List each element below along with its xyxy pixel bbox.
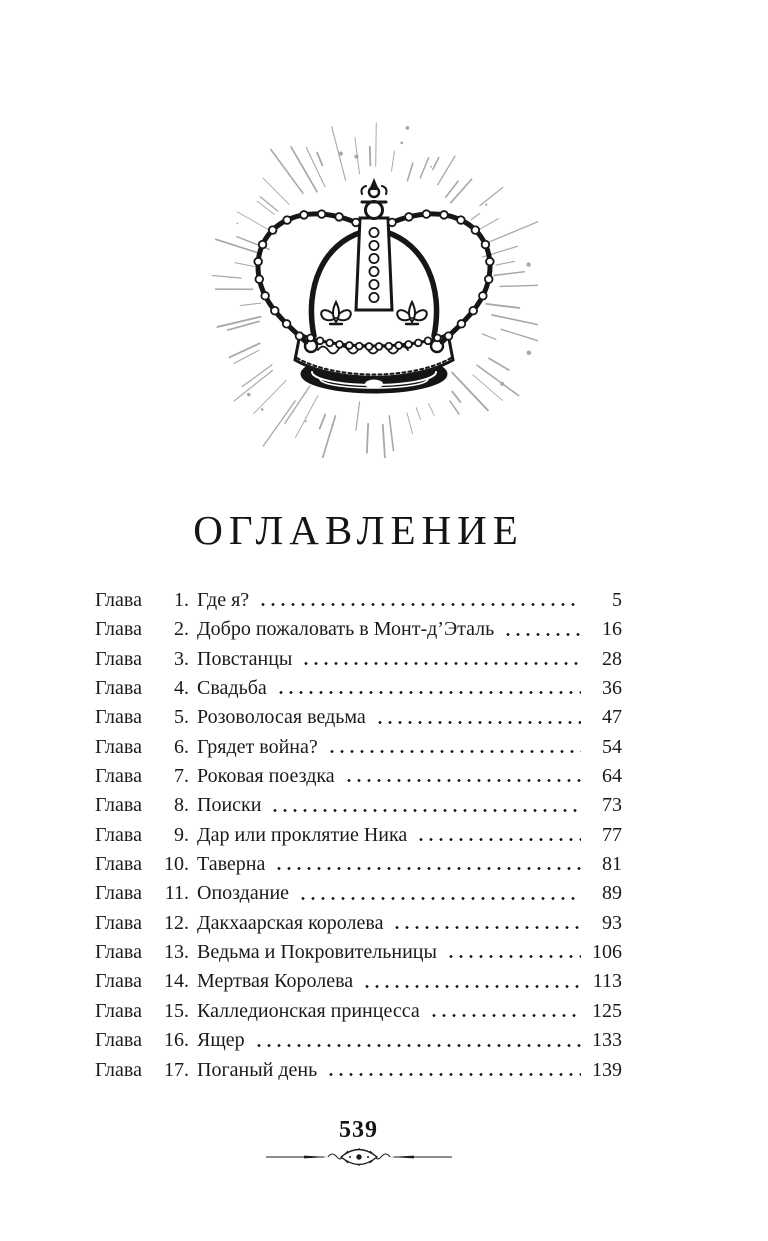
chapter-page-number: 113 bbox=[592, 970, 622, 993]
toc-row bbox=[95, 733, 622, 762]
chapter-page-number: 16 bbox=[602, 618, 622, 641]
chapter-title: Калледионская принцесса bbox=[197, 999, 420, 1022]
dot-leader bbox=[276, 691, 581, 694]
table-of-contents bbox=[95, 586, 622, 1085]
chapter-label: Глава bbox=[95, 853, 142, 876]
chapter-number: 16. bbox=[164, 1029, 189, 1052]
chapter-number: 1. bbox=[174, 589, 189, 611]
toc-row bbox=[95, 967, 622, 996]
chapter-title: Розоволосая ведьма bbox=[197, 706, 366, 729]
chapter-number: 11. bbox=[164, 882, 189, 905]
dot-leader bbox=[344, 779, 581, 782]
chapter-label: Глава bbox=[95, 970, 142, 993]
chapter-number: 2. bbox=[174, 618, 189, 641]
chapter-number: 17. bbox=[164, 1058, 189, 1081]
chapter-title: Ведьма и Покровительницы bbox=[197, 941, 437, 964]
toc-row bbox=[95, 879, 622, 908]
chapter-label: Глава bbox=[95, 823, 142, 846]
dot-leader bbox=[270, 809, 581, 812]
chapter-title: Поганый день bbox=[197, 1058, 318, 1081]
chapter-number: 8. bbox=[174, 794, 189, 817]
chapter-title: Свадьба bbox=[197, 677, 267, 700]
page-footer bbox=[95, 1117, 622, 1167]
dot-leader bbox=[392, 926, 581, 929]
toc-row bbox=[95, 1026, 622, 1055]
toc-row bbox=[95, 850, 622, 879]
toc-row bbox=[95, 615, 622, 644]
dot-leader bbox=[503, 633, 581, 636]
toc-row bbox=[95, 674, 622, 703]
chapter-page-number: 133 bbox=[592, 1029, 622, 1052]
toc-row bbox=[95, 821, 622, 850]
toc-row bbox=[95, 586, 622, 615]
dot-leader bbox=[254, 1044, 581, 1047]
dot-leader bbox=[375, 721, 581, 724]
page-number: 539 bbox=[339, 1117, 378, 1143]
chapter-label: Глава bbox=[95, 677, 142, 700]
toc-row bbox=[95, 791, 622, 820]
toc-row bbox=[95, 1056, 622, 1085]
chapter-page-number: 93 bbox=[602, 911, 622, 934]
chapter-number: 9. bbox=[174, 823, 189, 846]
chapter-label: Глава bbox=[95, 765, 142, 788]
chapter-number: 10. bbox=[164, 853, 189, 876]
chapter-title: Грядет война? bbox=[197, 735, 318, 758]
dot-leader bbox=[301, 662, 581, 665]
flourish-ornament bbox=[264, 1147, 454, 1167]
chapter-label: Глава bbox=[95, 999, 142, 1022]
dot-leader bbox=[274, 867, 581, 870]
chapter-title: Роковая поездка bbox=[197, 765, 335, 788]
chapter-page-number: 139 bbox=[592, 1058, 622, 1081]
chapter-page-number: 81 bbox=[602, 853, 622, 876]
chapter-label: Глава bbox=[95, 794, 142, 817]
dot-leader bbox=[446, 955, 581, 958]
chapter-title: Повстанцы bbox=[197, 647, 293, 670]
toc-row bbox=[95, 645, 622, 674]
chapter-title: Дар или проклятие Ника bbox=[197, 823, 408, 846]
chapter-label: Глава bbox=[95, 911, 142, 934]
page-title: ОГЛАВЛЕНИЕ bbox=[193, 507, 524, 553]
toc-row bbox=[95, 938, 622, 967]
chapter-label: Глава bbox=[95, 882, 142, 905]
toc-row bbox=[95, 909, 622, 938]
crown-illustration bbox=[210, 122, 538, 458]
chapter-number: 7. bbox=[174, 765, 189, 788]
chapter-label: Глава bbox=[95, 706, 142, 729]
chapter-label: Глава bbox=[95, 941, 142, 964]
chapter-label: Глава bbox=[95, 735, 142, 758]
dot-leader bbox=[429, 1014, 581, 1017]
chapter-title: Опоздание bbox=[197, 882, 290, 905]
chapter-label: Глава bbox=[95, 1029, 142, 1052]
chapter-number: 5. bbox=[174, 706, 189, 729]
chapter-label: Глава bbox=[95, 647, 142, 670]
dot-leader bbox=[362, 985, 581, 988]
chapter-title: Поиски bbox=[197, 794, 262, 817]
dot-leader bbox=[416, 838, 581, 841]
chapter-page-number: 89 bbox=[602, 882, 622, 905]
chapter-title: Дакхаарская королева bbox=[197, 911, 384, 934]
dot-leader bbox=[298, 897, 581, 900]
chapter-title: Ящер bbox=[197, 1029, 245, 1052]
chapter-page-number: 64 bbox=[602, 765, 622, 788]
chapter-page-number: 28 bbox=[602, 647, 622, 670]
chapter-number: 4. bbox=[174, 677, 189, 700]
chapter-page-number: 36 bbox=[602, 677, 622, 700]
chapter-page-number: 5 bbox=[612, 589, 622, 611]
chapter-number: 15. bbox=[164, 999, 189, 1022]
toc-row bbox=[95, 703, 622, 732]
chapter-label: Глава bbox=[95, 589, 142, 611]
chapter-page-number: 73 bbox=[602, 794, 622, 817]
chapter-label: Глава bbox=[95, 618, 142, 641]
chapter-page-number: 77 bbox=[602, 823, 622, 846]
crown-with-sunburst-icon bbox=[210, 122, 538, 458]
chapter-page-number: 47 bbox=[602, 706, 622, 729]
chapter-number: 14. bbox=[164, 970, 189, 993]
chapter-page-number: 54 bbox=[602, 735, 622, 758]
chapter-number: 12. bbox=[164, 911, 189, 934]
chapter-number: 3. bbox=[174, 647, 189, 670]
chapter-page-number: 125 bbox=[592, 999, 622, 1022]
dot-leader bbox=[327, 750, 581, 753]
toc-row bbox=[95, 762, 622, 791]
chapter-number: 13. bbox=[164, 941, 189, 964]
chapter-title: Где я? bbox=[197, 589, 250, 611]
chapter-label: Глава bbox=[95, 1058, 142, 1081]
chapter-title: Добро пожаловать в Монт-д’Эталь bbox=[197, 618, 495, 641]
chapter-page-number: 106 bbox=[592, 941, 622, 964]
toc-row bbox=[95, 997, 622, 1026]
chapter-number: 6. bbox=[174, 735, 189, 758]
chapter-title: Таверна bbox=[197, 853, 266, 876]
chapter-title: Мертвая Королева bbox=[197, 970, 354, 993]
dot-leader bbox=[326, 1073, 581, 1076]
dot-leader bbox=[258, 603, 581, 606]
